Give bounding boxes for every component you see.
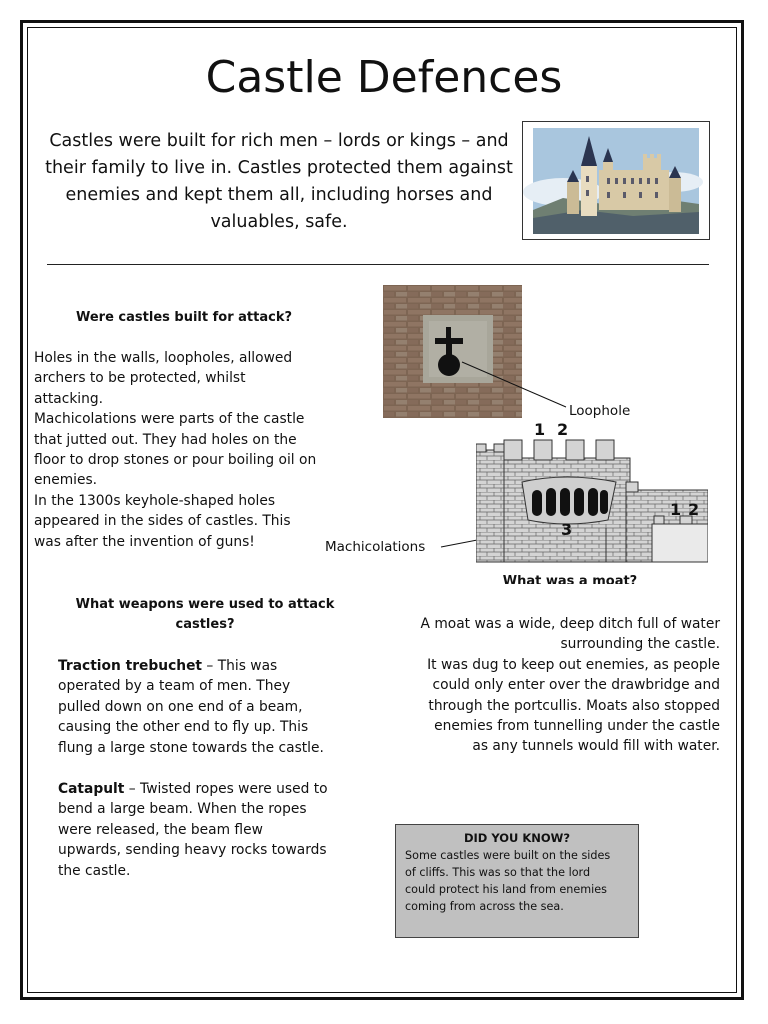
number-label-1a: 1 <box>534 420 546 439</box>
moat-line: It was dug to keep out enemies, as people <box>427 656 720 673</box>
moat-line: enemies from tunnelling under the castle <box>434 718 720 735</box>
catapult-text <box>58 779 358 881</box>
attack-line: Machicolations were parts of the castle <box>34 411 305 428</box>
moat-line: could only enter over the drawbridge and <box>432 677 720 694</box>
attack-line: archers to be protected, whilst <box>34 370 246 387</box>
catapult-line: were released, the beam flew <box>58 821 263 838</box>
number-label-2a: 2 <box>557 420 569 439</box>
number-label-1b: 1 <box>670 500 682 519</box>
did-you-know-text <box>405 847 630 915</box>
trebuchet-line: operated by a team of men. They <box>58 678 291 695</box>
number-label-3: 3 <box>561 520 573 539</box>
page-title: Castle Defences <box>205 52 563 103</box>
loophole-label: Loophole <box>569 403 631 419</box>
did-you-know-title: DID YOU KNOW? <box>463 831 571 845</box>
moat-line: A moat was a wide, deep ditch full of water <box>420 616 720 632</box>
catapult-line: bend a large beam. When the ropes <box>58 801 307 818</box>
trebuchet-line: – This was <box>202 658 278 674</box>
did-you-know-line: of cliffs. This was so that the lord <box>405 866 591 879</box>
trebuchet-term: Traction trebuchet <box>58 658 203 674</box>
attack-line: In the 1300s keyhole-shaped holes <box>34 492 276 509</box>
attack-line: attacking. <box>34 390 104 407</box>
catapult-line: the castle. <box>58 862 131 879</box>
attack-line: floor to drop stones or pour boiling oil on <box>34 452 317 469</box>
catapult-term: Catapult <box>58 781 125 797</box>
attack-line: enemies. <box>34 472 98 489</box>
weapons-heading-line2: castles? <box>175 617 235 632</box>
attack-line: that jutted out. They had holes on the <box>34 431 297 448</box>
machicolation-drawing <box>476 420 708 565</box>
number-label-2b: 2 <box>688 500 700 519</box>
attack-line: appeared in the sides of castles. This <box>34 513 291 530</box>
intro-paragraph: Castles were built for rich men – lords or kings – and their family to live in. Castles protected them against enemies and kept them all, including horses and valuables, safe. <box>45 131 513 232</box>
moat-line: as any tunnels would fill with water. <box>472 738 720 755</box>
attack-line: was after the invention of guns! <box>34 533 255 550</box>
did-you-know-line: could protect his land from enemies <box>405 883 607 896</box>
moat-line: through the portcullis. Moats also stopped <box>428 697 720 714</box>
did-you-know-line: Some castles were built on the sides <box>405 849 611 862</box>
trebuchet-line: causing the other end to fly up. This <box>58 719 309 736</box>
trebuchet-line: pulled down on one end of a beam, <box>58 698 303 715</box>
moat-line: surrounding the castle. <box>560 636 720 653</box>
moat-text <box>380 614 720 757</box>
machicolations-label: Machicolations <box>325 539 426 555</box>
weapons-heading-line1: What weapons were used to attack <box>75 597 335 612</box>
trebuchet-text <box>58 656 358 758</box>
did-you-know-box <box>395 824 639 938</box>
did-you-know-line: coming from across the sea. <box>405 900 564 913</box>
catapult-line: upwards, sending heavy rocks towards <box>58 842 327 859</box>
moat-heading: What was a moat? <box>502 574 638 584</box>
catapult-line: – Twisted ropes were used to <box>124 781 328 797</box>
attack-line: Holes in the walls, loopholes, allowed <box>34 350 293 366</box>
trebuchet-line: flung a large stone towards the castle. <box>58 739 324 756</box>
attack-heading: Were castles built for attack? <box>75 310 293 325</box>
moat-heading-clip <box>470 568 670 584</box>
